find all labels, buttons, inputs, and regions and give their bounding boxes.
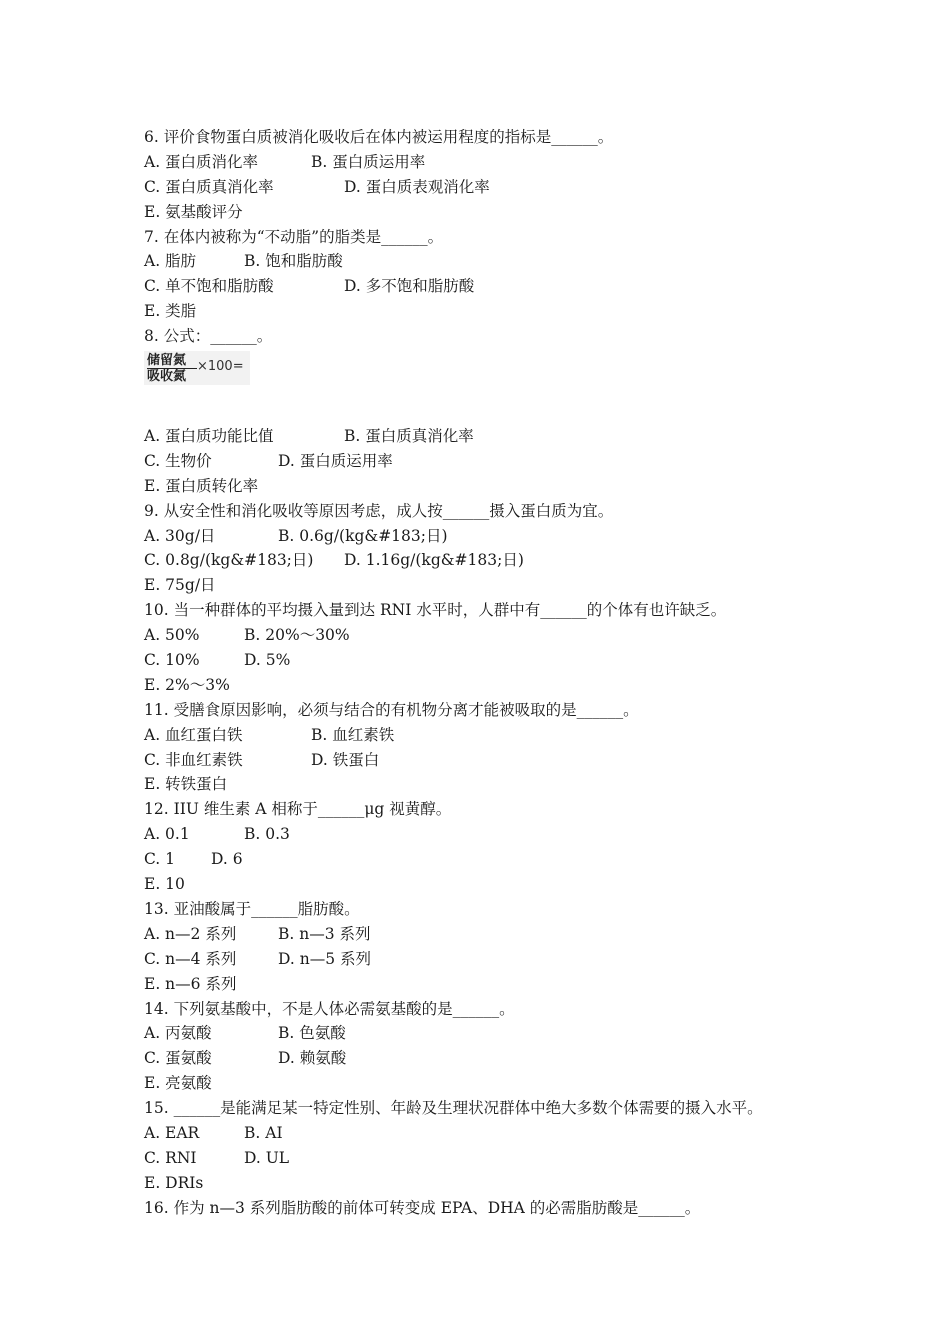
option-a: A. 0.1 — [144, 825, 190, 844]
option-d: D. 铁蛋白 — [311, 750, 380, 769]
option-d: D. UL — [244, 1148, 290, 1167]
question-stem: 15. ______是能满足某一特定性别、年龄及生理状况群体中绝大多数个体需要的摄入水平。 — [144, 1099, 763, 1118]
formula-denominator: 吸收氮 — [147, 369, 187, 385]
options-row — [144, 474, 844, 499]
options-row — [144, 524, 844, 549]
options-row — [144, 772, 844, 797]
option-d: D. 5% — [244, 651, 291, 670]
formula-numerator: 储留氮 — [147, 353, 197, 369]
options-row — [144, 623, 844, 648]
options-row — [144, 1121, 844, 1146]
option-c: C. 非血红素铁 — [144, 750, 243, 769]
options-row — [144, 748, 844, 773]
formula-fraction — [147, 353, 197, 384]
question-stem: 14. 下列氨基酸中，不是人体必需氨基酸的是______。 — [144, 999, 515, 1018]
option-c: C. 0.8g/(kg&#183;日) — [144, 551, 314, 570]
options-row — [144, 1021, 844, 1046]
option-a: A. 血红蛋白铁 — [144, 725, 243, 744]
option-b: B. AI — [244, 1123, 283, 1142]
option-e: E. 转铁蛋白 — [144, 775, 228, 794]
option-e: E. 2%～3% — [144, 675, 230, 694]
options-row — [144, 249, 844, 274]
option-a: A. n—2 系列 — [144, 924, 237, 943]
option-b: B. 血红素铁 — [311, 725, 395, 744]
question-stem: 7. 在体内被称为“不动脂”的脂类是______。 — [144, 227, 444, 246]
option-e: E. 10 — [144, 875, 185, 894]
options-row — [144, 1171, 844, 1196]
option-e: E. n—6 系列 — [144, 974, 237, 993]
options-row — [144, 972, 844, 997]
option-d: D. n—5 系列 — [278, 949, 372, 968]
option-c: C. 10% — [144, 651, 200, 670]
options-row — [144, 424, 844, 449]
option-e: E. 75g/日 — [144, 576, 216, 595]
option-a: A. 蛋白质功能比值 — [144, 427, 274, 446]
option-b: B. n—3 系列 — [278, 924, 371, 943]
question-stem: 6. 评价食物蛋白质被消化吸收后在体内被运用程度的指标是______。 — [144, 128, 614, 146]
option-d: D. 1.16g/(kg&#183;日) — [344, 551, 524, 570]
option-c: C. RNI — [144, 1148, 197, 1167]
options-row — [144, 673, 844, 698]
option-b: B. 0.3 — [244, 825, 290, 844]
question-stem: 9. 从安全性和消化吸收等原因考虑，成人按______摄入蛋白质为宜。 — [144, 501, 614, 520]
options-row — [144, 1146, 844, 1171]
options-row — [144, 1046, 844, 1071]
option-d: D. 多不饱和脂肪酸 — [344, 277, 475, 296]
options-row — [144, 723, 844, 748]
option-b: B. 色氨酸 — [278, 1024, 346, 1043]
option-c: C. 1 — [144, 850, 176, 869]
question-stem: 11. 受膳食原因影响，必须与结合的有机物分离才能被吸取的是______。 — [144, 700, 639, 719]
formula-block — [144, 349, 844, 424]
option-d: D. 蛋白质表观消化率 — [344, 177, 490, 196]
options-row — [144, 872, 844, 897]
options-row — [144, 822, 844, 847]
option-b: B. 饱和脂肪酸 — [244, 252, 343, 271]
question-stem: 10. 当一种群体的平均摄入量到达 RNI 水平时，人群中有______的个体有也许缺乏。 — [144, 601, 727, 620]
option-e: E. 氨基酸评分 — [144, 202, 243, 221]
option-d: D. 赖氨酸 — [278, 1049, 347, 1068]
option-c: C. n—4 系列 — [144, 949, 237, 968]
option-a: A. 30g/日 — [144, 526, 216, 545]
option-b: B. 0.6g/(kg&#183;日) — [278, 526, 448, 545]
option-a: A. EAR — [144, 1123, 200, 1142]
options-row — [144, 947, 844, 972]
formula-image — [144, 351, 250, 385]
question-stem: 13. 亚油酸属于______脂肪酸。 — [144, 899, 360, 918]
option-a: A. 50% — [144, 626, 200, 645]
option-a: A. 脂肪 — [144, 252, 197, 271]
option-c: C. 生物价 — [144, 451, 212, 470]
options-row — [144, 150, 844, 175]
option-a: A. 丙氨酸 — [144, 1024, 212, 1043]
options-row — [144, 922, 844, 947]
options-row — [144, 648, 844, 673]
question-stem: 16. 作为 n—3 系列脂肪酸的前体可转变成 EPA、DHA 的必需脂肪酸是______。 — [144, 1198, 701, 1217]
option-e: E. DRIs — [144, 1173, 204, 1192]
option-b: B. 蛋白质运用率 — [311, 152, 426, 171]
option-d: D. 6 — [211, 850, 243, 869]
options-row — [144, 1071, 844, 1096]
options-row — [144, 449, 844, 474]
option-e: E. 类脂 — [144, 302, 197, 321]
options-row — [144, 299, 844, 324]
option-c: C. 蛋白质真消化率 — [144, 177, 274, 196]
question-stem: 12. IIU 维生素 A 相称于______μg 视黄醇。 — [144, 800, 452, 819]
option-d: D. 蛋白质运用率 — [278, 451, 393, 470]
option-c: C. 单不饱和脂肪酸 — [144, 277, 274, 296]
options-row — [144, 548, 844, 573]
option-b: B. 20%～30% — [244, 626, 350, 645]
option-a: A. 蛋白质消化率 — [144, 152, 259, 171]
formula-multiplier: ×100= — [197, 359, 244, 375]
options-row — [144, 847, 844, 872]
option-e: E. 亮氨酸 — [144, 1074, 212, 1093]
question-list — [144, 125, 844, 1221]
option-b: B. 蛋白质真消化率 — [344, 427, 474, 446]
options-row — [144, 274, 844, 299]
option-c: C. 蛋氨酸 — [144, 1049, 212, 1068]
options-row — [144, 200, 844, 225]
options-row — [144, 175, 844, 200]
question-stem: 8. 公式：______。 — [144, 327, 273, 346]
options-row — [144, 573, 844, 598]
option-e: E. 蛋白质转化率 — [144, 476, 259, 495]
